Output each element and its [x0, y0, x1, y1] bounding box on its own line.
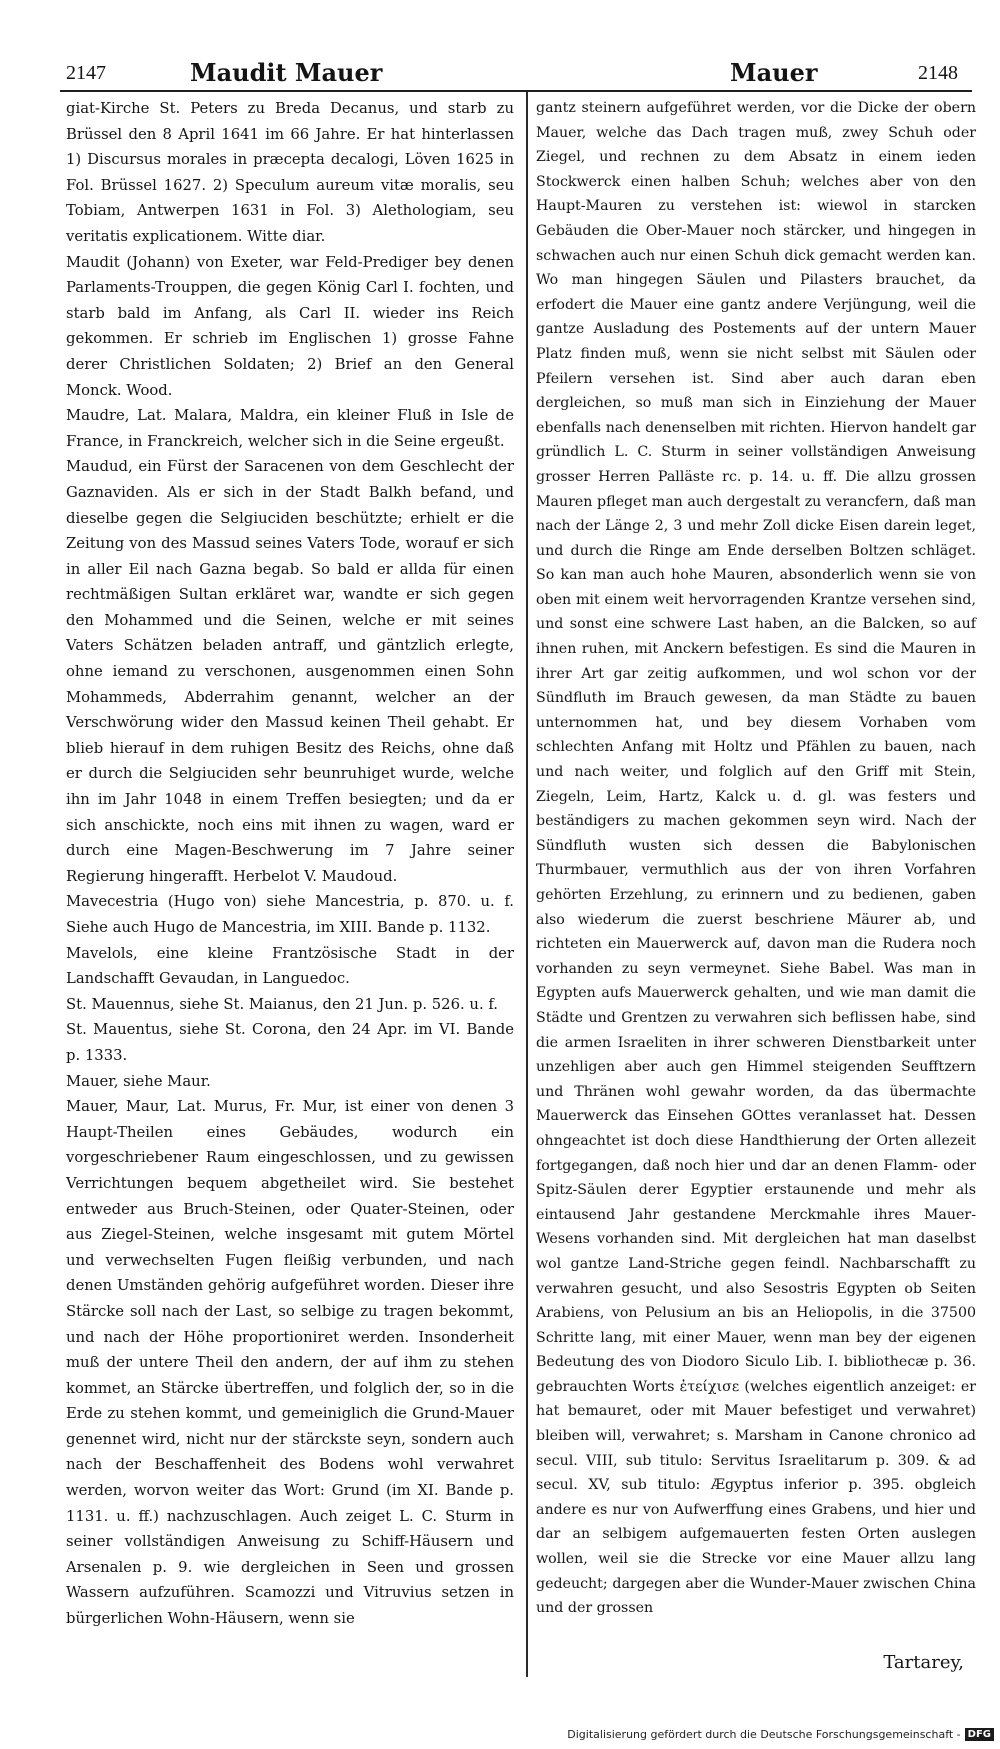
digitization-footer	[567, 1728, 994, 1741]
catchword: Tartarey,	[883, 1652, 964, 1673]
entry-st-mauennus: St. Mauennus, siehe St. Maianus, den 21 Jun. p. 526. u. f.	[66, 995, 498, 1013]
left-header-words: Maudit Mauer	[190, 58, 383, 87]
header-rule	[60, 90, 972, 92]
entry-mauer-continued: gantz steinern aufgeführet werden, vor die Dicke der obern Mauer, welche das Dach tragen muß, zwey Schuh oder Ziegel, und rechnen zu dem Absatz in einem ieden Stockwerck einen halben Schuh; welches aber von den Haupt-Mauren zu verstehen ist: wiewol in starcken Gebäuden die Ober-Mauer noch stärcker, und hingegen in schwachen auch nur einen Schuh dick gemacht werden kan. Wo man hingegen Säulen und Pilasters brauchet, da erfodert die Mauer eine gantz andere Verjüngung, weil die gantze Ausladung des Postements auf der untern Mauer Platz finden muß, wenn sie nicht selbst mit Säulen oder Pfeilern versehen ist. Sind aber auch daran eben dergleichen, so muß man sich in Einziehung der Mauer ebenfalls nach denenselben mit richten. Hiervon handelt gar gründlich L. C. Sturm in seiner vollständigen Anweisung grosser Herren Palläste rc. p. 14. u. ff. Die allzu grossen Mauren pfleget man auch dergestalt zu verancfern, daß man nach der Länge 2, 3 und mehr Zoll dicke Eisen darein leget, und durch die Ringe am Ende derselben Boltzen schläget. So kan man auch hohe Mauren, absonderlich wenn sie von oben mit einem weit hervorragenden Krantze versehen sind, und sonst eine schwere Last haben, an die Balcken, so auf ihnen ruhen, mit Anckern befestigen. Es sind die Mauren in ihrer Art gar zeitig aufkommen, und wol schon vor der Sündfluth im Brauch gewesen, da man Städte zu bauen unternommen hat, und bey diesem Vorhaben vom schlechten Anfang mit Holtz und Pfählen zu bauen, nach und nach weiter, und folglich auf den Griff mit Stein, Ziegeln, Leim, Hartz, Kalck u. d. gl. was festers und beständigers zu machen gekommen seyn wird. Nach der Sündfluth wusten sich dessen die Babylonischen Thurmbauer, vermuthlich aus der von ihren Vorfahren gehörten Erzehlung, zu erinnern und zu bedienen, gaben also wiederum die zuerst beschriene Mäurer ab, und richteten ein Mauerwerck auf, davon man die Rudera noch vorhanden zu seyn vermeynet. Siehe Babel. Was man in Egypten aufs Mauerwerck gehalten, und wie man damit die Städte und Grentzen zu verwahren sich beflissen habe, sind die armen Israeliten in ihrer schweren Dienstbarkeit unter unzehligen aber auch gen Himmel steigenden Seufftzern und Thränen wohl gewahr worden, da das übermachte Mauerwerck das Einsehen GOttes veranlasset hat. Dessen ohngeachtet ist doch diese Handthierung der Orten allezeit fortgegangen, daß noch hier und dar an denen Flamm- oder Spitz-Säulen derer Egyptier erstaunende und mehr als eintausend Jahr gestandene Merckmahle ihres Mauer-Wesens vorhanden sind. Mit dergleichen hat man daselbst wol gantze Land-Striche gegen feindl. Nachbarschafft zu verwahren gesucht, und also Sesostris Egypten ob Seiten Arabiens, von Pelusium an bis an Heliopolis, in die 37500 Schritte lang, mit einer Mauer, wenn man bey der eigenen Bedeutung des von Diodoro Siculo Lib. I. bibliothecæ p. 36. gebrauchten Worts ἐτείχισε (welches eigentlich anzeiget: er hat bemauret, oder mit Mauer befestiget und verwahret) bleiben will, verwahret; s. Marsham in Canone chronico ad secul. VIII, sub titulo: Servitus Israelitarum p. 309. & ad secul. XV, sub titulo: Ægyptus inferior p. 395. obgleich andere es nur von Aufwerffung eines Grabens, und hier und dar an selbigem aufgemauerten festen Orten auslegen wollen, weil sie die Strecke vor eine Mauer allzu lang gedeucht; dargegen aber die Wunder-Mauer zwischen China und der grossen	[536, 100, 976, 1617]
left-column	[66, 96, 514, 1632]
footer-text: Digitalisierung gefördert durch die Deutsche Forschungsgemeinschaft -	[567, 1728, 961, 1741]
entry-maudre: Maudre, Lat. Malara, Maldra, ein kleiner Fluß in Isle de France, in Franckreich, welcher sich in die Seine ergeußt.	[66, 407, 514, 450]
entry-st-mauentus: St. Mauentus, siehe St. Corona, den 24 Apr. im VI. Bande p. 1333.	[66, 1021, 514, 1064]
column-divider	[526, 92, 528, 1677]
entry-mauditius-continued: giat-Kirche St. Peters zu Breda Decanus, und starb zu Brüssel den 8 April 1641 im 66 Jahre. Er hat hinterlassen 1) Discursus morales in præcepta decalogi, Löven 1625 in Fol. Brüssel 1627. 2) Speculum aureum vitæ moralis, seu Tobiam, Antwerpen 1631 in Fol. 3) Alethologiam, seu veritatis explicationem. Witte diar.	[66, 100, 514, 245]
entry-mavelols: Mavelols, eine kleine Frantzösische Stadt in der Landschafft Gevaudan, in Languedoc.	[66, 944, 514, 988]
entry-maudit: Maudit (Johann) von Exeter, war Feld-Prediger bey denen Parlaments-Trouppen, die gegen König Carl I. fochten, und starb bald im Anfang, als Carl II. wieder ins Reich gekommen. Er schrieb im Englischen 1) grosse Fahne derer Christlichen Soldaten; 2) Brief an den General Monck. Wood.	[66, 253, 514, 399]
entry-mavecestria: Mavecestria (Hugo von) siehe Mancestria, p. 870. u. f. Siehe auch Hugo de Mancestria, im XIII. Bande p. 1132.	[66, 893, 514, 936]
right-column	[536, 96, 976, 1621]
left-page-number: 2147	[66, 62, 106, 84]
entry-maudud: Maudud, ein Fürst der Saracenen von dem Geschlecht der Gaznaviden. Als er sich in der Stadt Balkh befand, und dieselbe gegen die Selgiuciden beschützte; erhielt er die Zeitung von des Massud seines Vaters Tode, worauf er sich in aller Eil nach Gazna begab. So bald er allda für einen rechtmäßigen Sultan erkläret war, wandte er sich gegen den Mohammed und die Seinen, welche er mit seines Vaters Schätzen beladen antraff, und gäntzlich erlegte, ohne iemand zu verschonen, ausgenommen einen Sohn Mohammeds, Abderrahim genannt, welcher an der Verschwörung wider den Massud keinen Theil gehabt. Er blieb hierauf in dem ruhigen Besitz des Reichs, ohne daß er durch die Selgiuciden sehr beunruhiget wurde, welche ihn im Jahr 1048 in einem Treffen besiegten; und da er sich anschickte, noch eins mit ihnen zu wagen, ward er durch eine Magen-Beschwerung im 7 Jahre seiner Regierung hingerafft. Herbelot V. Maudoud.	[66, 458, 514, 885]
entry-mauer-see-maur: Mauer, siehe Maur.	[66, 1072, 211, 1090]
right-header-word: Mauer	[730, 58, 818, 87]
right-page-number: 2148	[918, 62, 958, 84]
dfg-logo: DFG	[965, 1728, 994, 1741]
entry-mauer: Mauer, Maur, Lat. Murus, Fr. Mur, ist einer von denen 3 Haupt-Theilen eines Gebäudes, wodurch ein vorgeschriebener Raum eingeschlossen, und zu gewissen Verrichtungen bequem abgetheilet wird. Sie bestehet entweder aus Bruch-Steinen, oder Quater-Steinen, oder aus Ziegel-Steinen, welche insgesamt mit gutem Mörtel und verwechselten Fugen fleißig verbunden, und nach denen Umständen gehörig aufgeführet worden. Dieser ihre Stärcke soll nach der Last, so selbige zu tragen bekommt, und nach der Höhe proportioniret werden. Insonderheit muß der untere Theil den andern, der auf ihm zu stehen kommet, an Stärcke übertreffen, und folglich der, so in die Erde zu stehen kommt, und gemeiniglich die Grund-Mauer genennet wird, nicht nur der stärckste seyn, sondern auch nach der Beschaffenheit des Bodens wohl verwahret werden, worvon weiter das Wort: Grund (im XI. Bande p. 1131. u. ff.) nachzuschlagen. Auch zeiget L. C. Sturm in seiner vollständigen Anweisung zu Schiff-Häusern und Arsenalen p. 9. wie dergleichen in Seen und grossen Wassern aufzuführen. Scamozzi und Vitruvius setzen in bürgerlichen Wohn-Häusern, wenn sie	[66, 1098, 514, 1628]
